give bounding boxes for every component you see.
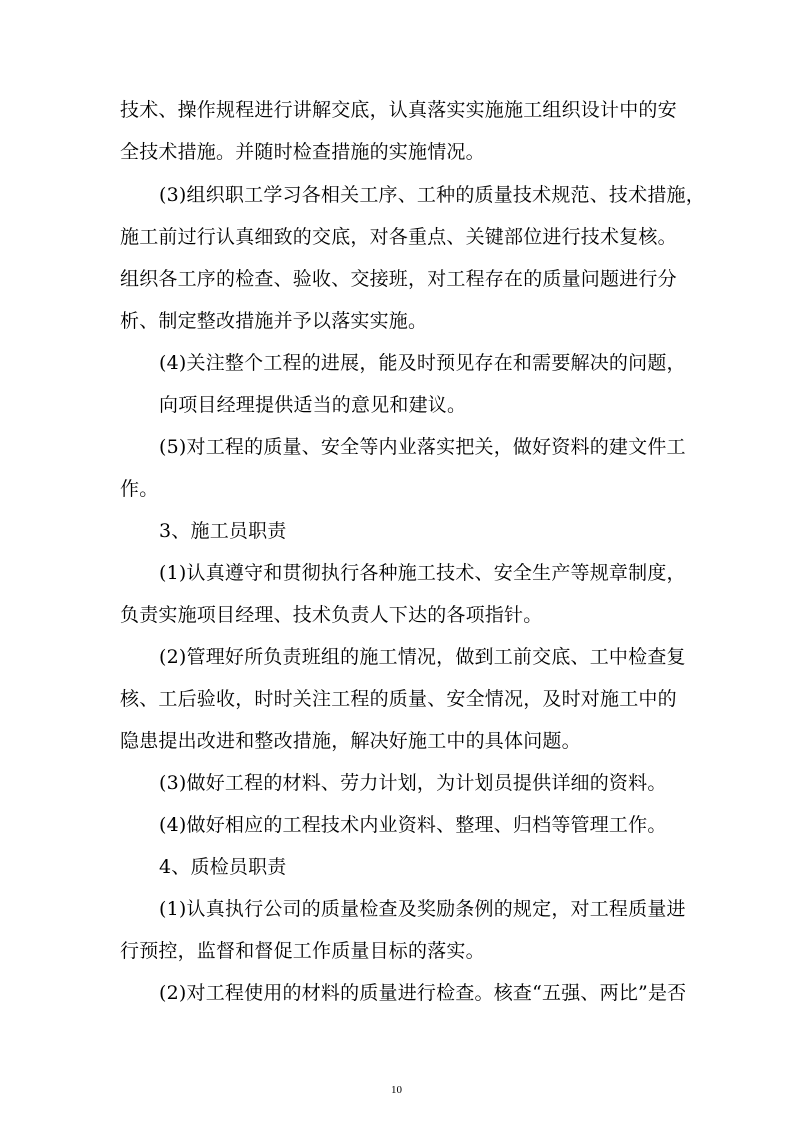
text-line: (1)认真遵守和贯彻执行各种施工技术、安全生产等规章制度，: [159, 562, 686, 584]
text-line: 隐患提出改进和整改措施，解决好施工中的具体问题。: [120, 730, 581, 752]
text-line: 核、工后验收，时时关注工程的质量、安全情况，及时对施工中的: [120, 688, 677, 710]
text-line: 负责实施项目经理、技术负责人下达的各项指针。: [120, 604, 543, 626]
section-heading: 3、施工员职责: [159, 520, 287, 542]
text-line: 全技术措施。并随时检查措施的实施情况。: [120, 141, 485, 163]
text-line: (2)管理好所负责班组的施工情况，做到工前交底、工中检查复: [159, 646, 686, 668]
text-line: 技术、操作规程进行讲解交底，认真落实实施施工组织设计中的安: [120, 99, 677, 121]
page-number: 10: [391, 1084, 402, 1096]
text-line: 向项目经理提供适当的意见和建议。: [159, 394, 467, 416]
text-line: 行预控，监督和督促工作质量目标的落实。: [120, 940, 485, 962]
text-line: (4)做好相应的工程技术内业资料、整理、归档等管理工作。: [159, 814, 667, 836]
text-line: 施工前过行认真细致的交底，对各重点、关键部位进行技术复核。: [120, 226, 677, 248]
text-line: 析、制定整改措施并予以落实实施。: [120, 310, 428, 332]
text-line: (3)做好工程的材料、劳力计划，为计划员提供详细的资料。: [159, 772, 667, 794]
text-line: (4)关注整个工程的进展，能及时预见存在和需要解决的问题，: [159, 352, 686, 374]
section-heading: 4、质检员职责: [159, 856, 287, 878]
text-line: 组织各工序的检查、验收、交接班，对工程存在的质量问题进行分: [120, 268, 677, 290]
text-line: (3)组织职工学习各相关工序、工种的质量技术规范、技术措施，: [159, 184, 705, 206]
text-line: 作。: [120, 478, 159, 500]
text-line: (2)对工程使用的材料的质量进行检查。核查“五强、两比”是否: [159, 982, 687, 1004]
text-line: (5)对工程的质量、安全等内业落实把关，做好资料的建文件工: [159, 436, 686, 458]
text-line: (1)认真执行公司的质量检查及奖励条例的规定，对工程质量进: [159, 898, 686, 920]
